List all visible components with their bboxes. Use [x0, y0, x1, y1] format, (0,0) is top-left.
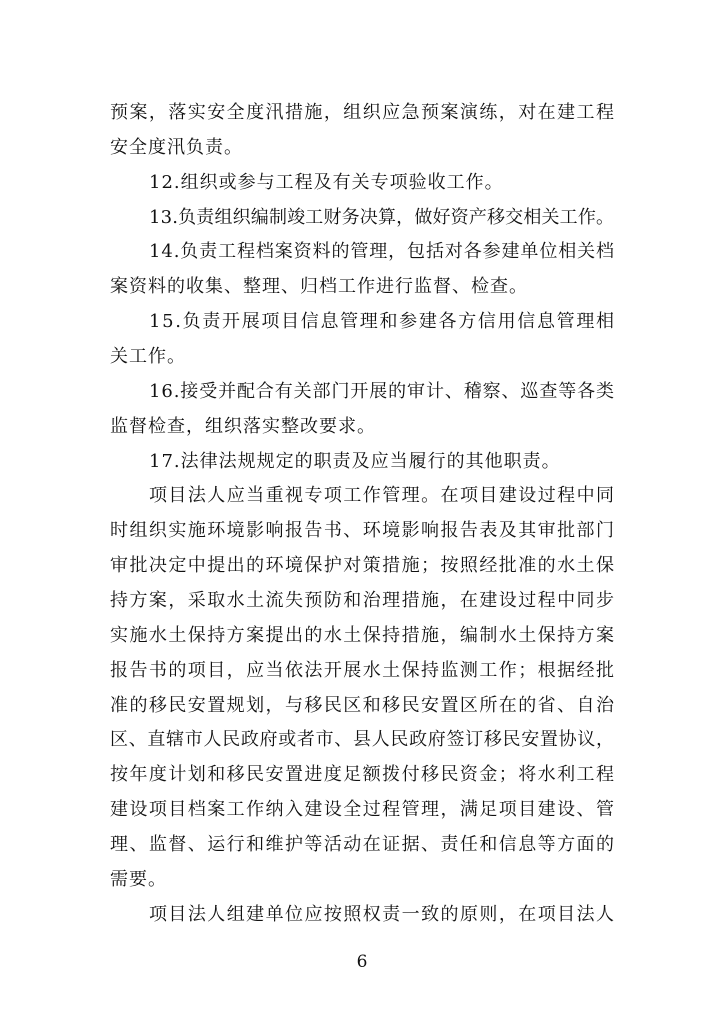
text-line: 需要。: [110, 868, 167, 890]
text-line: 安全度汛负责。: [110, 136, 243, 158]
text-line: 17.法律法规规定的职责及应当履行的其他职责。: [149, 450, 561, 472]
text-line: 16.接受并配合有关部门开展的审计、稽察、巡查等各类: [149, 380, 615, 402]
text-line: 按年度计划和移民安置进度足额拨付移民资金；将水利工程: [110, 764, 616, 786]
text-line: 14.负责工程档案资料的管理，包括对各参建单位相关档: [149, 241, 615, 263]
text-line: 时组织实施环境影响报告书、环境影响报告表及其审批部门: [110, 520, 616, 542]
text-line: 持方案，采取水土流失预防和治理措施，在建设过程中同步: [110, 590, 616, 612]
text-line: 准的移民安置规划，与移民区和移民安置区所在的省、自治: [110, 694, 616, 716]
text-line: 监督检查，组织落实整改要求。: [110, 415, 376, 437]
text-line: 13.负责组织编制竣工财务决算，做好资产移交相关工作。: [149, 206, 615, 228]
text-line: 报告书的项目，应当依法开展水土保持监测工作；根据经批: [110, 659, 616, 681]
text-line: 案资料的收集、整理、归档工作进行监督、检查。: [110, 276, 528, 298]
text-line: 预案，落实安全度汛措施，组织应急预案演练，对在建工程: [110, 102, 616, 123]
text-line: 项目法人应当重视专项工作管理。在项目建设过程中同: [149, 485, 616, 507]
text-line: 区、直辖市人民政府或者市、县人民政府签订移民安置协议，: [110, 729, 615, 751]
text-line: 实施水土保持方案提出的水土保持措施，编制水土保持方案: [110, 624, 616, 646]
text-line: 12.组织或参与工程及有关专项验收工作。: [149, 171, 504, 193]
text-line: 审批决定中提出的环境保护对策措施；按照经批准的水土保: [110, 555, 616, 577]
text-line: 15.负责开展项目信息管理和参建各方信用信息管理相: [149, 311, 616, 333]
text-line: 项目法人组建单位应按照权责一致的原则，在项目法人: [149, 903, 616, 925]
text-line: 理、监督、运行和维护等活动在证据、责任和信息等方面的: [110, 834, 616, 856]
text-line: 关工作。: [110, 346, 186, 368]
page-number: 6: [356, 952, 368, 972]
text-line: 建设项目档案工作纳入建设全过程管理，满足项目建设、管: [110, 799, 616, 821]
